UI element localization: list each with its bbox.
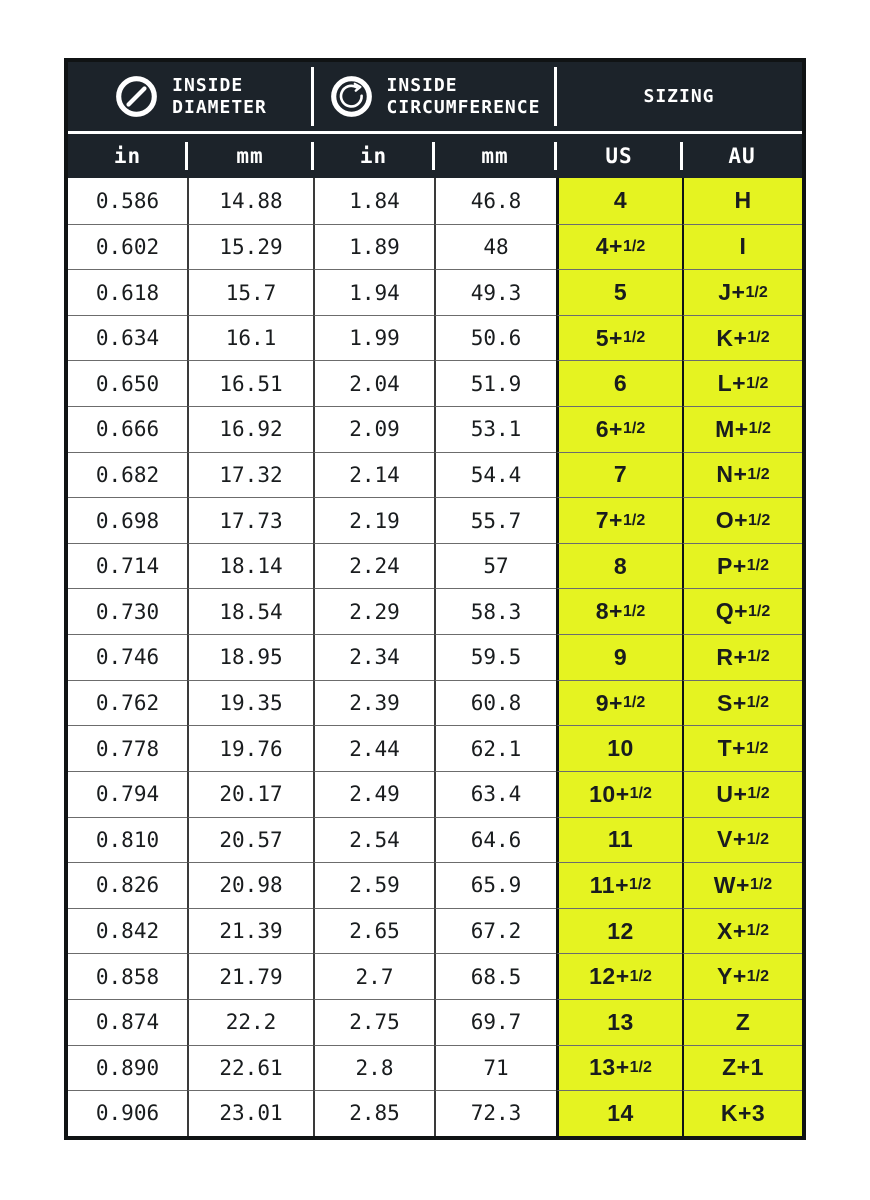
circumference-in-cell: 2.49: [313, 771, 434, 817]
header-inside-diameter-label: [172, 75, 267, 119]
au-size-value: Q+: [715, 598, 749, 625]
diameter-in-cell: 0.842: [68, 908, 187, 954]
us-size-fraction: 1/2: [629, 876, 652, 894]
circumference-in-cell: 2.24: [313, 543, 434, 589]
au-size-fraction: 1/2: [746, 694, 770, 711]
diameter-in-cell: 0.906: [68, 1090, 187, 1136]
us-size-fraction: 1/2: [629, 967, 652, 985]
diameter-mm-cell: 18.14: [187, 543, 313, 589]
table-body: [68, 178, 802, 1136]
au-size-cell: [682, 771, 802, 817]
subheader-divider: [554, 142, 557, 170]
au-size-value: Y+: [716, 963, 747, 990]
us-size-value: 7: [613, 461, 628, 488]
us-size-cell: [556, 771, 682, 817]
header-line: CIRCUMFERENCE: [386, 96, 541, 118]
diameter-in-cell: 0.762: [68, 680, 187, 726]
us-size-value: 9: [613, 643, 628, 670]
au-size-value: M+: [715, 415, 749, 442]
circumference-in-cell: 1.89: [313, 224, 434, 270]
us-size-value: 11: [607, 826, 634, 853]
us-size-cell: [556, 953, 682, 999]
header-line: INSIDE: [172, 74, 244, 96]
au-size-cell: [682, 452, 802, 498]
us-size-cell: [556, 178, 682, 224]
us-size-value: 13: [607, 1008, 634, 1035]
us-size-value: 8: [613, 552, 628, 579]
diameter-mm-cell: 14.88: [187, 178, 313, 224]
us-size-cell: [556, 406, 682, 452]
us-size-value: 14: [607, 1099, 634, 1126]
circumference-in-cell: 2.14: [313, 452, 434, 498]
au-size-cell: [682, 269, 802, 315]
au-size-value: K+3: [720, 1099, 766, 1126]
au-size-fraction: 1/2: [746, 967, 770, 985]
circumference-in-cell: 2.29: [313, 588, 434, 634]
au-size-fraction: 1/2: [746, 557, 770, 575]
au-size-fraction: 1/2: [745, 283, 768, 301]
us-size-value: 11+: [589, 871, 629, 898]
circumference-mm-cell: 53.1: [434, 406, 556, 452]
diameter-mm-cell: 16.92: [187, 406, 313, 452]
diameter-mm-cell: 19.76: [187, 725, 313, 771]
au-size-value: V+: [716, 826, 747, 853]
au-size-cell: [682, 224, 802, 270]
us-size-cell: [556, 588, 682, 634]
us-size-cell: [556, 1090, 682, 1136]
circumference-mm-cell: 72.3: [434, 1090, 556, 1136]
us-size-fraction: 1/2: [629, 1058, 652, 1076]
header-inside-circumference: [313, 62, 556, 131]
au-size-cell: [682, 543, 802, 589]
us-size-fraction: 1/2: [622, 237, 646, 255]
diameter-mm-cell: 20.57: [187, 817, 313, 863]
us-size-fraction: 1/2: [622, 329, 646, 347]
diameter-in-cell: 0.826: [68, 862, 187, 908]
us-size-value: 12: [607, 917, 634, 944]
diameter-in-cell: 0.858: [68, 953, 187, 999]
au-size-fraction: 1/2: [747, 465, 770, 483]
au-size-fraction: 1/2: [746, 830, 770, 848]
subheader-divider: [311, 142, 314, 170]
circumference-mm-cell: 59.5: [434, 634, 556, 680]
diameter-mm-cell: 15.29: [187, 224, 313, 270]
au-size-value: X+: [716, 917, 747, 944]
circumference-mm-cell: 49.3: [434, 269, 556, 315]
header-divider: [311, 67, 314, 126]
column-header-circumference-in: in: [359, 144, 388, 168]
au-size-cell: [682, 908, 802, 954]
diameter-in-cell: 0.874: [68, 999, 187, 1045]
circumference-mm-cell: 48: [434, 224, 556, 270]
us-size-value: 5+: [595, 324, 623, 351]
us-size-cell: [556, 862, 682, 908]
subheader-divider: [680, 142, 683, 170]
diameter-mm-cell: 22.61: [187, 1045, 313, 1091]
circumference-in-cell: 2.7: [313, 953, 434, 999]
diameter-in-cell: 0.618: [68, 269, 187, 315]
us-size-cell: [556, 543, 682, 589]
diameter-mm-cell: 23.01: [187, 1090, 313, 1136]
diameter-in-cell: 0.890: [68, 1045, 187, 1091]
circumference-in-cell: 2.19: [313, 497, 434, 543]
circumference-in-cell: 1.99: [313, 315, 434, 361]
diameter-in-cell: 0.586: [68, 178, 187, 224]
diameter-mm-cell: 21.79: [187, 953, 313, 999]
us-size-cell: [556, 452, 682, 498]
circumference-in-cell: 2.8: [313, 1045, 434, 1091]
diameter-mm-cell: 17.73: [187, 497, 313, 543]
column-header-us: US: [605, 144, 633, 168]
circumference-mm-cell: 55.7: [434, 497, 556, 543]
diameter-mm-cell: 19.35: [187, 680, 313, 726]
us-size-cell: [556, 999, 682, 1045]
circumference-in-cell: 2.09: [313, 406, 434, 452]
circumference-mm-cell: 62.1: [434, 725, 556, 771]
us-size-value: 4+: [595, 233, 623, 260]
au-size-cell: [682, 315, 802, 361]
au-size-fraction: 1/2: [749, 876, 773, 894]
au-size-cell: [682, 953, 802, 999]
us-size-cell: [556, 360, 682, 406]
au-size-cell: [682, 817, 802, 863]
circumference-mm-cell: 65.9: [434, 862, 556, 908]
circumference-in-cell: 2.34: [313, 634, 434, 680]
diameter-in-cell: 0.746: [68, 634, 187, 680]
circumference-mm-cell: 67.2: [434, 908, 556, 954]
diameter-mm-cell: 18.95: [187, 634, 313, 680]
circumference-mm-cell: 57: [434, 543, 556, 589]
circumference-in-cell: 2.44: [313, 725, 434, 771]
circumference-mm-cell: 69.7: [434, 999, 556, 1045]
us-size-fraction: 1/2: [629, 785, 652, 803]
diameter-in-cell: 0.730: [68, 588, 187, 634]
circumference-in-cell: 1.84: [313, 178, 434, 224]
header-line: SIZING: [643, 85, 715, 107]
diameter-mm-cell: 16.1: [187, 315, 313, 361]
au-size-cell: [682, 680, 802, 726]
diameter-mm-cell: 20.98: [187, 862, 313, 908]
us-size-value: 7+: [595, 507, 623, 534]
us-size-value: 6+: [595, 415, 623, 442]
au-size-value: U+: [716, 780, 748, 807]
au-size-cell: [682, 406, 802, 452]
us-size-cell: [556, 725, 682, 771]
us-size-fraction: 1/2: [622, 420, 646, 438]
au-size-value: T+: [717, 735, 747, 762]
us-size-fraction: 1/2: [622, 602, 646, 620]
us-size-value: 6: [613, 370, 628, 397]
table-header: [68, 62, 802, 131]
au-size-cell: [682, 178, 802, 224]
diameter-in-cell: 0.650: [68, 360, 187, 406]
circumference-in-cell: 2.04: [313, 360, 434, 406]
au-size-value: R+: [716, 643, 748, 670]
au-size-value: K+: [716, 324, 748, 351]
diameter-in-cell: 0.666: [68, 406, 187, 452]
header-sizing: [556, 62, 802, 131]
us-size-value: 12+: [589, 963, 630, 990]
column-header-diameter-mm: mm: [236, 144, 264, 168]
header-line: INSIDE: [386, 74, 458, 96]
diameter-mm-cell: 21.39: [187, 908, 313, 954]
us-size-value: 10+: [589, 780, 630, 807]
us-size-cell: [556, 908, 682, 954]
header-inside-circumference-label: [387, 75, 541, 119]
circumference-mm-cell: 71: [434, 1045, 556, 1091]
au-size-fraction: 1/2: [748, 420, 771, 438]
au-size-value: Z: [735, 1008, 751, 1035]
us-size-cell: [556, 680, 682, 726]
circumference-mm-cell: 68.5: [434, 953, 556, 999]
circumference-in-cell: 1.94: [313, 269, 434, 315]
header-line: DIAMETER: [172, 96, 267, 118]
circumference-mm-cell: 58.3: [434, 588, 556, 634]
header-divider: [554, 67, 557, 126]
diameter-mm-cell: 18.54: [187, 588, 313, 634]
au-size-value: O+: [715, 507, 749, 534]
au-size-fraction: 1/2: [746, 922, 770, 940]
diameter-in-cell: 0.698: [68, 497, 187, 543]
column-header-au: AU: [728, 144, 756, 168]
circumference-mm-cell: 50.6: [434, 315, 556, 361]
au-size-value: Z+1: [722, 1054, 764, 1081]
us-size-value: 5: [613, 279, 628, 306]
us-size-value: 4: [613, 187, 628, 214]
diameter-mm-cell: 17.32: [187, 452, 313, 498]
au-size-cell: [682, 1090, 802, 1136]
diameter-in-cell: 0.602: [68, 224, 187, 270]
circumference-mm-cell: 64.6: [434, 817, 556, 863]
au-size-cell: [682, 634, 802, 680]
us-size-value: 13+: [589, 1054, 630, 1081]
us-size-cell: [556, 1045, 682, 1091]
circumference-icon: [329, 74, 374, 119]
au-size-fraction: 1/2: [747, 785, 770, 803]
au-size-cell: [682, 588, 802, 634]
au-size-value: H: [734, 187, 752, 214]
circumference-mm-cell: 51.9: [434, 360, 556, 406]
au-size-fraction: 1/2: [746, 374, 769, 392]
circumference-in-cell: 2.65: [313, 908, 434, 954]
au-size-value: J+: [718, 279, 746, 306]
us-size-fraction: 1/2: [622, 694, 646, 711]
circumference-mm-cell: 60.8: [434, 680, 556, 726]
us-size-value: 10: [607, 735, 634, 762]
column-header-circumference-mm: mm: [481, 144, 509, 168]
au-size-fraction: 1/2: [746, 739, 769, 757]
us-size-cell: [556, 315, 682, 361]
au-size-value: P+: [716, 552, 747, 579]
diameter-icon: [114, 74, 159, 119]
circumference-mm-cell: 63.4: [434, 771, 556, 817]
us-size-fraction: 1/2: [622, 511, 646, 529]
diameter-mm-cell: 22.2: [187, 999, 313, 1045]
header-sizing-label: [643, 86, 714, 108]
diameter-in-cell: 0.810: [68, 817, 187, 863]
au-size-cell: [682, 360, 802, 406]
subheader-divider: [185, 142, 188, 170]
diameter-in-cell: 0.634: [68, 315, 187, 361]
au-size-cell: [682, 725, 802, 771]
us-size-value: 9+: [595, 689, 623, 716]
au-size-cell: [682, 497, 802, 543]
au-size-cell: [682, 999, 802, 1045]
circumference-mm-cell: 54.4: [434, 452, 556, 498]
circumference-in-cell: 2.85: [313, 1090, 434, 1136]
au-size-cell: [682, 862, 802, 908]
subheader-divider: [432, 142, 435, 170]
au-size-cell: [682, 1045, 802, 1091]
circumference-in-cell: 2.75: [313, 999, 434, 1045]
us-size-cell: [556, 634, 682, 680]
diameter-in-cell: 0.714: [68, 543, 187, 589]
us-size-value: 8+: [595, 598, 623, 625]
diameter-mm-cell: 16.51: [187, 360, 313, 406]
au-size-fraction: 1/2: [748, 511, 771, 529]
column-header-diameter-in: in: [113, 144, 142, 168]
diameter-mm-cell: 20.17: [187, 771, 313, 817]
au-size-value: L+: [717, 370, 747, 397]
au-size-fraction: 1/2: [748, 602, 771, 620]
us-size-cell: [556, 497, 682, 543]
diameter-in-cell: 0.682: [68, 452, 187, 498]
ring-size-chart: [64, 58, 806, 1140]
diameter-in-cell: 0.778: [68, 725, 187, 771]
diameter-mm-cell: 15.7: [187, 269, 313, 315]
au-size-fraction: 1/2: [747, 329, 770, 347]
au-size-fraction: 1/2: [747, 648, 770, 666]
circumference-in-cell: 2.39: [313, 680, 434, 726]
circumference-mm-cell: 46.8: [434, 178, 556, 224]
us-size-cell: [556, 817, 682, 863]
circumference-in-cell: 2.54: [313, 817, 434, 863]
header-inside-diameter: [68, 62, 313, 131]
table-subheader: [68, 134, 802, 178]
au-size-value: W+: [713, 871, 750, 898]
circumference-in-cell: 2.59: [313, 862, 434, 908]
us-size-cell: [556, 269, 682, 315]
diameter-in-cell: 0.794: [68, 771, 187, 817]
au-size-value: N+: [716, 461, 748, 488]
au-size-value: S+: [716, 689, 747, 716]
au-size-value: I: [739, 233, 747, 260]
us-size-cell: [556, 224, 682, 270]
